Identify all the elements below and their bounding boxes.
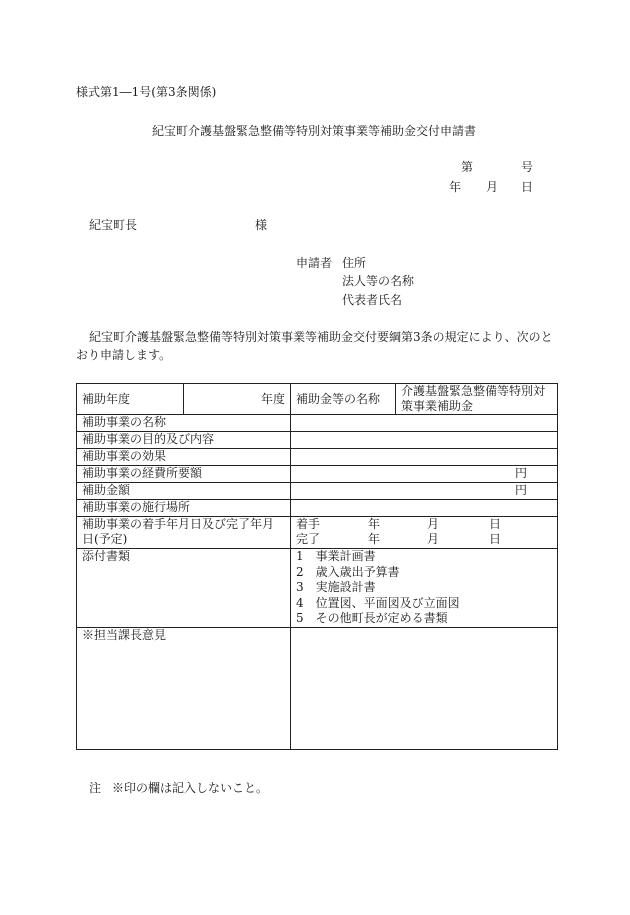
- schedule-end-month: 月: [427, 532, 440, 546]
- subsidy-name-value: 介護基盤緊急整備等特別対策事業補助金: [396, 384, 558, 415]
- project-cost-field[interactable]: 円: [291, 466, 558, 483]
- project-name-label: 補助事業の名称: [77, 415, 291, 432]
- list-item: 5 その他町長が定める書類: [296, 611, 448, 625]
- table-row: [77, 483, 558, 500]
- table-row-schedule: [77, 517, 558, 549]
- table-row-attachments: [77, 549, 558, 628]
- document-number-prefix: 第: [461, 160, 474, 174]
- document-number-suffix: 号: [521, 160, 534, 174]
- applicant-label: 申請者: [296, 256, 333, 270]
- opinion-label: ※担当課長意見: [77, 628, 291, 750]
- schedule-end-day: 日: [489, 532, 502, 546]
- schedule-end-label: 完了: [296, 532, 321, 546]
- schedule-start-label: 着手: [296, 517, 321, 531]
- schedule-field[interactable]: [291, 517, 558, 549]
- project-effect-field[interactable]: [291, 449, 558, 466]
- application-table: [76, 383, 558, 750]
- table-row: [77, 415, 558, 432]
- project-name-field[interactable]: [291, 415, 558, 432]
- schedule-end-line: [296, 532, 552, 547]
- list-item: 4 位置図、平面図及び立面図: [296, 595, 460, 610]
- body-text-line-1: 紀宝町介護基盤緊急整備等特別対策事業等補助金交付要綱第3条の規定により、次のと: [89, 330, 553, 344]
- table-row-fiscal-year: [77, 384, 558, 415]
- table-row: [77, 500, 558, 517]
- date-month: 月: [486, 180, 499, 194]
- fiscal-year-field[interactable]: 年度: [184, 384, 291, 415]
- list-item: 2 歳入歳出予算書: [296, 564, 400, 579]
- applicant-address-label: 住所: [342, 256, 367, 270]
- document-title: 紀宝町介護基盤緊急整備等特別対策事業等補助金交付申請書: [152, 124, 477, 138]
- project-location-label: 補助事業の施行場所: [77, 500, 291, 517]
- subsidy-amount-label: 補助金額: [77, 483, 291, 500]
- table-row: [77, 449, 558, 466]
- table-row-opinion: [77, 628, 558, 750]
- attachments-list: [291, 549, 558, 628]
- list-item: 3 実施設計書: [296, 580, 376, 594]
- date-year: 年: [449, 180, 462, 194]
- applicant-rep-name-label: 代表者氏名: [342, 293, 403, 307]
- list-item: 1 事業計画書: [296, 549, 376, 563]
- note-label: 注: [89, 781, 102, 795]
- project-purpose-field[interactable]: [291, 432, 558, 449]
- schedule-start-day: 日: [489, 517, 502, 531]
- project-cost-label: 補助事業の経費所要額: [77, 466, 291, 483]
- subsidy-name-label: 補助金等の名称: [291, 384, 396, 415]
- table-row: [77, 466, 558, 483]
- body-text-line-2: おり申請します。: [76, 348, 172, 362]
- applicant-corp-name-label: 法人等の名称: [342, 274, 415, 288]
- schedule-start-month: 月: [427, 517, 440, 531]
- addressee-honorific: 様: [255, 218, 268, 232]
- note-text: ※印の欄は記入しないこと。: [112, 781, 269, 795]
- project-location-field[interactable]: [291, 500, 558, 517]
- schedule-label: 補助事業の着手年月日及び完了年月日(予定): [77, 517, 291, 549]
- schedule-end-year: 年: [368, 532, 381, 546]
- form-number: 様式第1―1号(第3条関係): [76, 85, 217, 99]
- date-day: 日: [521, 180, 534, 194]
- fiscal-year-label: 補助年度: [77, 384, 184, 415]
- attachments-label: 添付書類: [77, 549, 291, 628]
- subsidy-amount-field[interactable]: 円: [291, 483, 558, 500]
- addressee-name: 紀宝町長: [89, 218, 138, 232]
- opinion-field[interactable]: [291, 628, 558, 750]
- table-row: [77, 432, 558, 449]
- project-purpose-label: 補助事業の目的及び内容: [77, 432, 291, 449]
- project-effect-label: 補助事業の効果: [77, 449, 291, 466]
- schedule-start-line: [296, 517, 552, 532]
- schedule-start-year: 年: [368, 517, 381, 531]
